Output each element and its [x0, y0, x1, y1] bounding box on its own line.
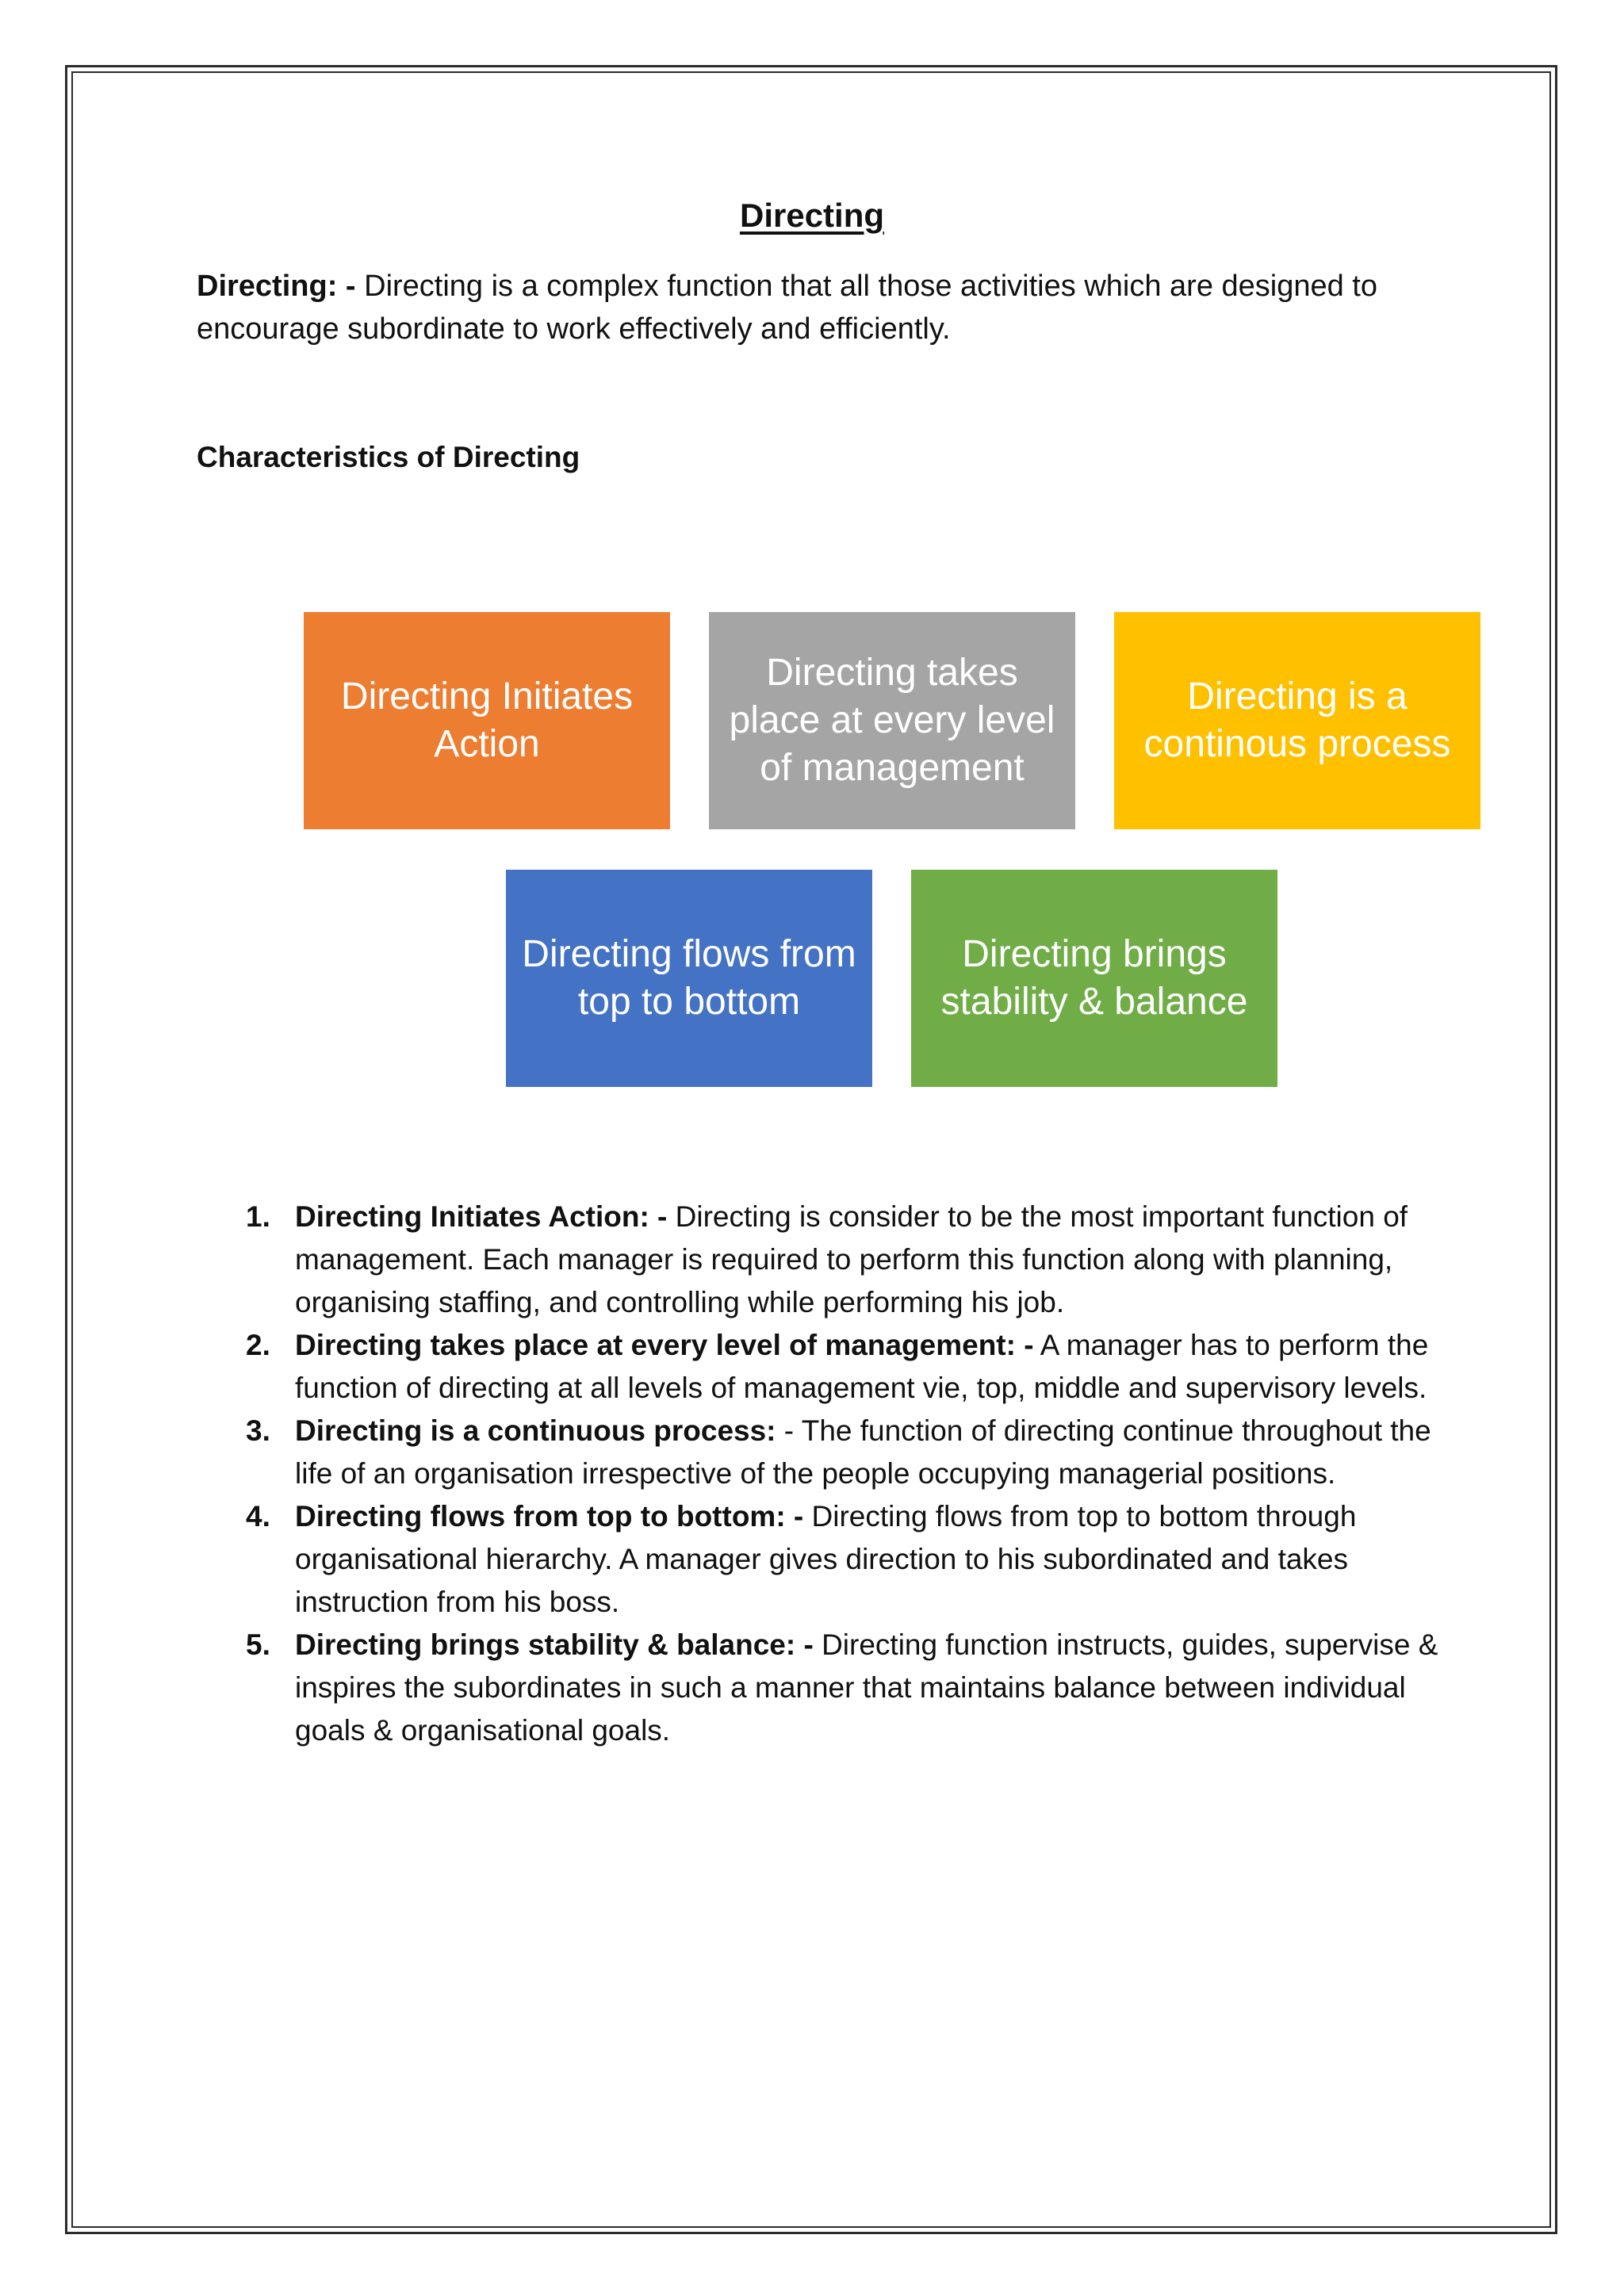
list-number: 3.	[246, 1414, 270, 1447]
list-item-text: Directing is consider to be the most important function of management. Each manager is required to perform this function along with planning, organising staffing, and controlling while performing his job.	[295, 1200, 1408, 1318]
diagram-box-initiates-action	[304, 612, 670, 829]
list-item	[236, 1495, 1442, 1624]
list-item	[236, 1324, 1442, 1410]
list-item	[236, 1410, 1442, 1495]
diagram-box-every-level	[709, 612, 1075, 829]
list-item	[236, 1624, 1442, 1752]
diagram-box-label: Directing Initiates Action	[340, 675, 634, 765]
list-number: 4.	[246, 1500, 270, 1533]
list-item-title: Directing Initiates Action: -	[295, 1200, 668, 1233]
characteristics-list	[236, 1196, 1442, 1752]
diagram-box-label: Directing takes place at every level of management	[729, 652, 1055, 789]
list-item-text: - The function of directing continue throughout the life of an organisation irrespective of the people occupying managerial positions.	[295, 1414, 1431, 1490]
intro-paragraph	[197, 265, 1434, 350]
list-item-title: Directing takes place at every level of management: -	[295, 1329, 1034, 1361]
diagram-box-label: Directing flows from top to bottom	[522, 933, 856, 1023]
list-item-title: Directing flows from top to bottom: -	[295, 1500, 804, 1533]
page-title: Directing	[739, 197, 885, 234]
diagram-box-label: Directing is a continous process	[1143, 675, 1451, 765]
diagram-box-label: Directing brings stability & balance	[940, 933, 1248, 1023]
list-item-title: Directing is a continuous process:	[295, 1414, 776, 1447]
intro-text: Directing is a complex function that all those activities which are designed to encourage subordinate to work effectively and efficiently.	[197, 270, 1377, 346]
intro-term: Directing: -	[197, 270, 356, 303]
diagram-box-top-to-bottom	[506, 870, 872, 1087]
diagram-box-stability-balance	[911, 870, 1277, 1087]
list-number: 5.	[246, 1628, 270, 1661]
list-item-text: A manager has to perform the function of directing at all levels of management vie, top, middle and supervisory levels.	[295, 1329, 1429, 1404]
list-item	[236, 1196, 1442, 1324]
list-item-text: Directing flows from top to bottom through organisational hierarchy. A manager gives direction to his subordinated and takes instruction from his boss.	[295, 1500, 1357, 1618]
section-heading: Characteristics of Directing	[197, 441, 580, 473]
list-item-text: Directing function instructs, guides, supervise & inspires the subordinates in such a manner that maintains balance between individual goals & organisational goals.	[295, 1628, 1438, 1747]
list-number: 1.	[246, 1200, 270, 1233]
list-item-title: Directing brings stability & balance: -	[295, 1628, 814, 1661]
page-border-inner	[71, 71, 1551, 2228]
list-number: 2.	[246, 1329, 270, 1361]
diagram-box-continuous-process	[1114, 612, 1480, 829]
